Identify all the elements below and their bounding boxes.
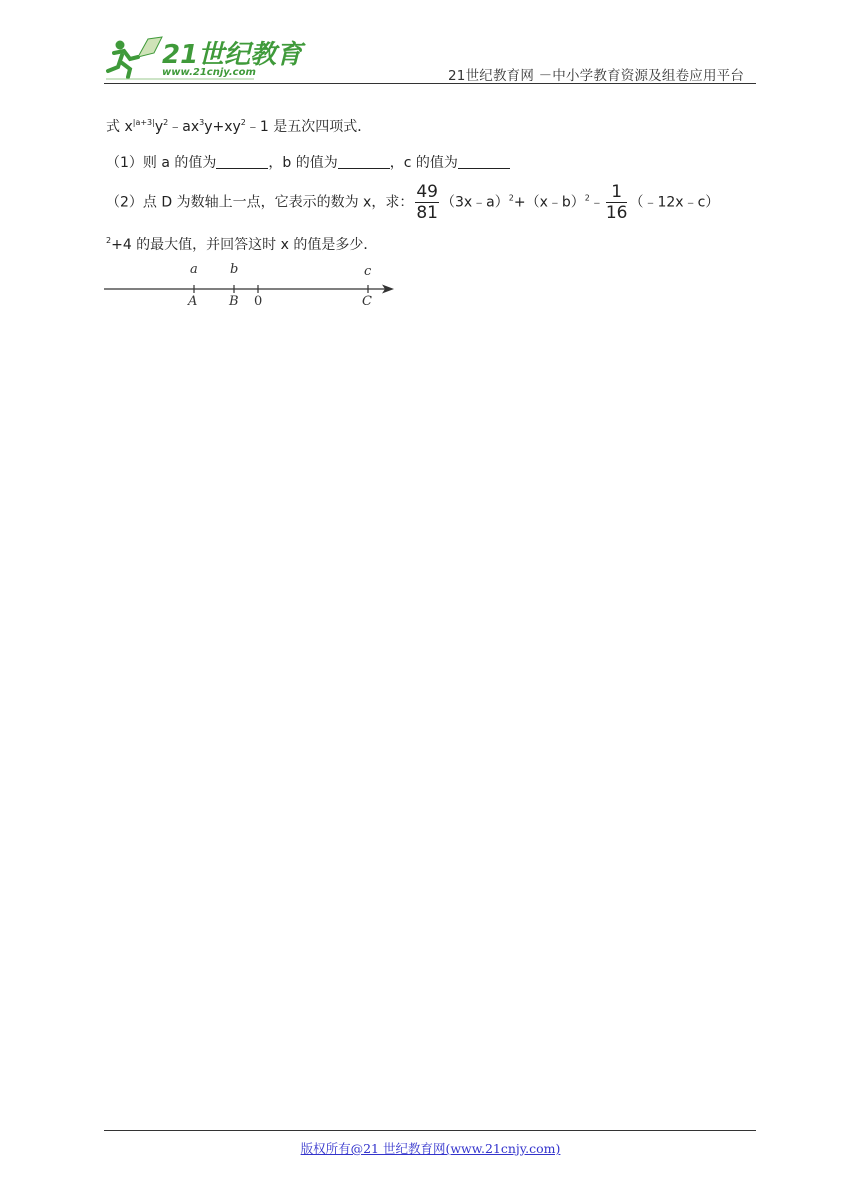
polynomial-statement [106,116,371,136]
point-B: B [229,294,239,309]
text: （3x﹣a） [440,194,509,211]
site-logo[interactable] [104,33,303,81]
text: ，c 的值为 [389,155,458,171]
text: （﹣12x﹣c） [629,194,720,211]
answer-blank-b[interactable] [338,155,390,169]
label-a: a [190,262,198,277]
exponent: 2 [240,118,246,127]
exponent: |a+3| [132,118,155,127]
denominator: 16 [605,203,628,223]
text: y+xy [204,119,241,135]
answer-blank-a[interactable] [216,155,268,169]
exponent: 2 [163,118,169,127]
question-2-continued [106,234,377,254]
text: +（x﹣b） [513,194,585,211]
text: （2）点 D 为数轴上一点，它表示的数为 x，求： [106,194,414,211]
runner-icon [108,37,162,77]
denominator: 81 [416,203,438,223]
origin-label: 0 [254,294,263,309]
text: ﹣ [589,194,604,211]
header-divider [104,83,756,84]
question-1 [106,152,510,172]
exponent: 2 [584,193,590,203]
numerator: 1 [606,183,628,203]
point-C: C [362,294,372,309]
text: 式 x [106,119,133,135]
numerator: 49 [416,182,438,202]
question-2 [106,183,719,222]
footer-divider [104,1130,756,1131]
logo-url: www.21cnjy.com [162,67,256,78]
fraction-49-81 [415,183,439,222]
text: （1）则 a 的值为 [106,155,217,171]
text: y [154,119,164,135]
exponent: 3 [199,118,205,127]
point-A: A [188,294,198,309]
text: ﹣1 是五次四项式． [245,119,372,135]
label-c: c [364,264,372,279]
text: ﹣ax [168,119,200,135]
text: +4 的最大值，并回答这时 x 的值是多少． [111,237,378,253]
text: ，b 的值为 [268,155,338,171]
exponent: 2 [508,193,514,203]
header-tagline: 21世纪教育网 －中小学教育资源及组卷应用平台 [448,68,745,84]
fraction-1-16 [606,183,628,222]
answer-blank-c[interactable] [458,155,510,169]
label-b: b [230,262,239,277]
logo-title: 21世纪教育 [162,40,303,70]
number-line-figure [104,258,404,314]
copyright-link[interactable]: 版权所有@21 世纪教育网(www.21cnjy.com) [300,1141,561,1156]
exponent: 2 [106,236,112,245]
